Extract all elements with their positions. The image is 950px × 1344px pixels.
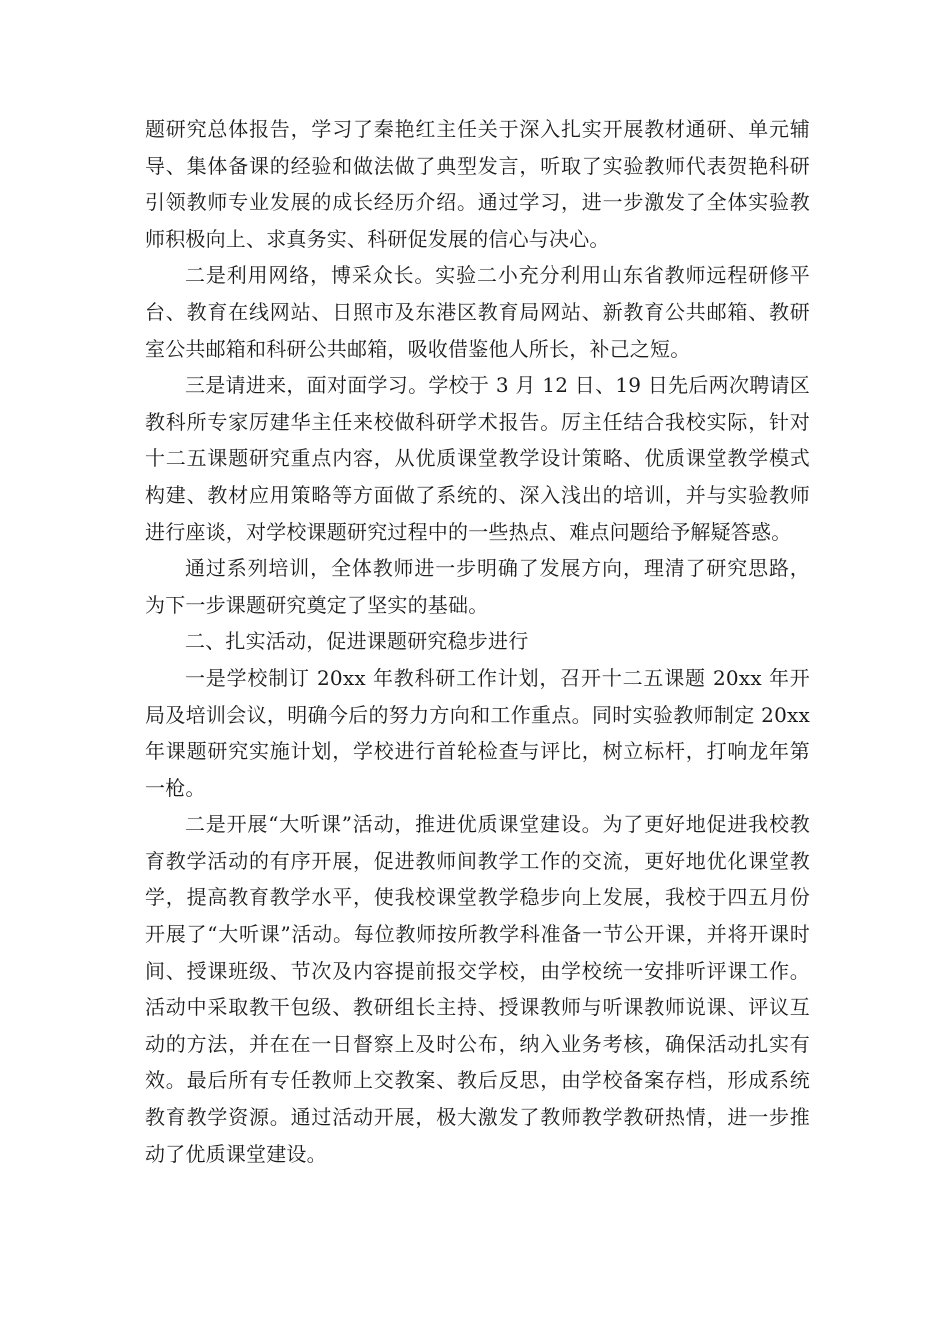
paragraph-network-learning: 二是利用网络，博采众长。实验二小充分利用山东省教师远程研修平台、教育在线网站、日照市及东港区教育局网站、新教育公共邮箱、教研室公共邮箱和科研公共邮箱，吸收借鉴他人所长，补己之短。 bbox=[145, 263, 810, 361]
section-heading-activities: 二、扎实活动，促进课题研究稳步进行 bbox=[185, 629, 529, 654]
paragraph-expert-lectures: 三是请进来，面对面学习。学校于 3 月 12 日、19 日先后两次聘请区教科所专家厉建华主任来校做科研学术报告。厉主任结合我校实际，针对十二五课题研究重点内容，从优质课堂教学设计策略、优质课堂教学模式构建、教材应用策略等方面做了系统的、深入浅出的培训，并与实验教师进行座谈，对学校课题研究过程中的一些热点、难点问题给予解疑答惑。 bbox=[145, 373, 810, 544]
paragraph-lesson-observation: 二是开展“大听课”活动，推进优质课堂建设。为了更好地促进我校教育教学活动的有序开展，促进教师间教学工作的交流，更好地优化课堂教学，提高教育教学水平，使我校课堂教学稳步向上发展，我校于四五月份开展了“大听课”活动。每位教师按所教学科准备一节公开课，并将开课时间、授课班级、节次及内容提前报交学校，由学校统一安排听评课工作。活动中采取教干包级、教研组长主持、授课教师与听课教师说课、评议互动的方法，并在在一日督察上及时公布，纳入业务考核，确保活动扎实有效。最后所有专任教师上交教案、教后反思，由学校备案存档，形成系统教育教学资源。通过活动开展，极大激发了教师教学教研热情，进一步推动了优质课堂建设。 bbox=[145, 812, 810, 1166]
paragraph-report-continuation: 题研究总体报告，学习了秦艳红主任关于深入扎实开展教材通研、单元辅导、集体备课的经验和做法做了典型发言，听取了实验教师代表贺艳科研引领教师专业发展的成长经历介绍。通过学习，进一步激发了全体实验教师积极向上、求真务实、科研促发展的信心与决心。 bbox=[145, 117, 810, 251]
paragraph-training-summary: 通过系列培训，全体教师进一步明确了发展方向，理清了研究思路，为下一步课题研究奠定了坚实的基础。 bbox=[145, 556, 810, 617]
document-page bbox=[145, 111, 810, 1172]
paragraph-annual-plan: 一是学校制订 20xx 年教科研工作计划，召开十二五课题 20xx 年开局及培训会议，明确今后的努力方向和工作重点。同时实验教师制定 20xx 年课题研究实施计划，学校进行首轮检查与评比，树立标杆，打响龙年第一枪。 bbox=[145, 665, 810, 800]
